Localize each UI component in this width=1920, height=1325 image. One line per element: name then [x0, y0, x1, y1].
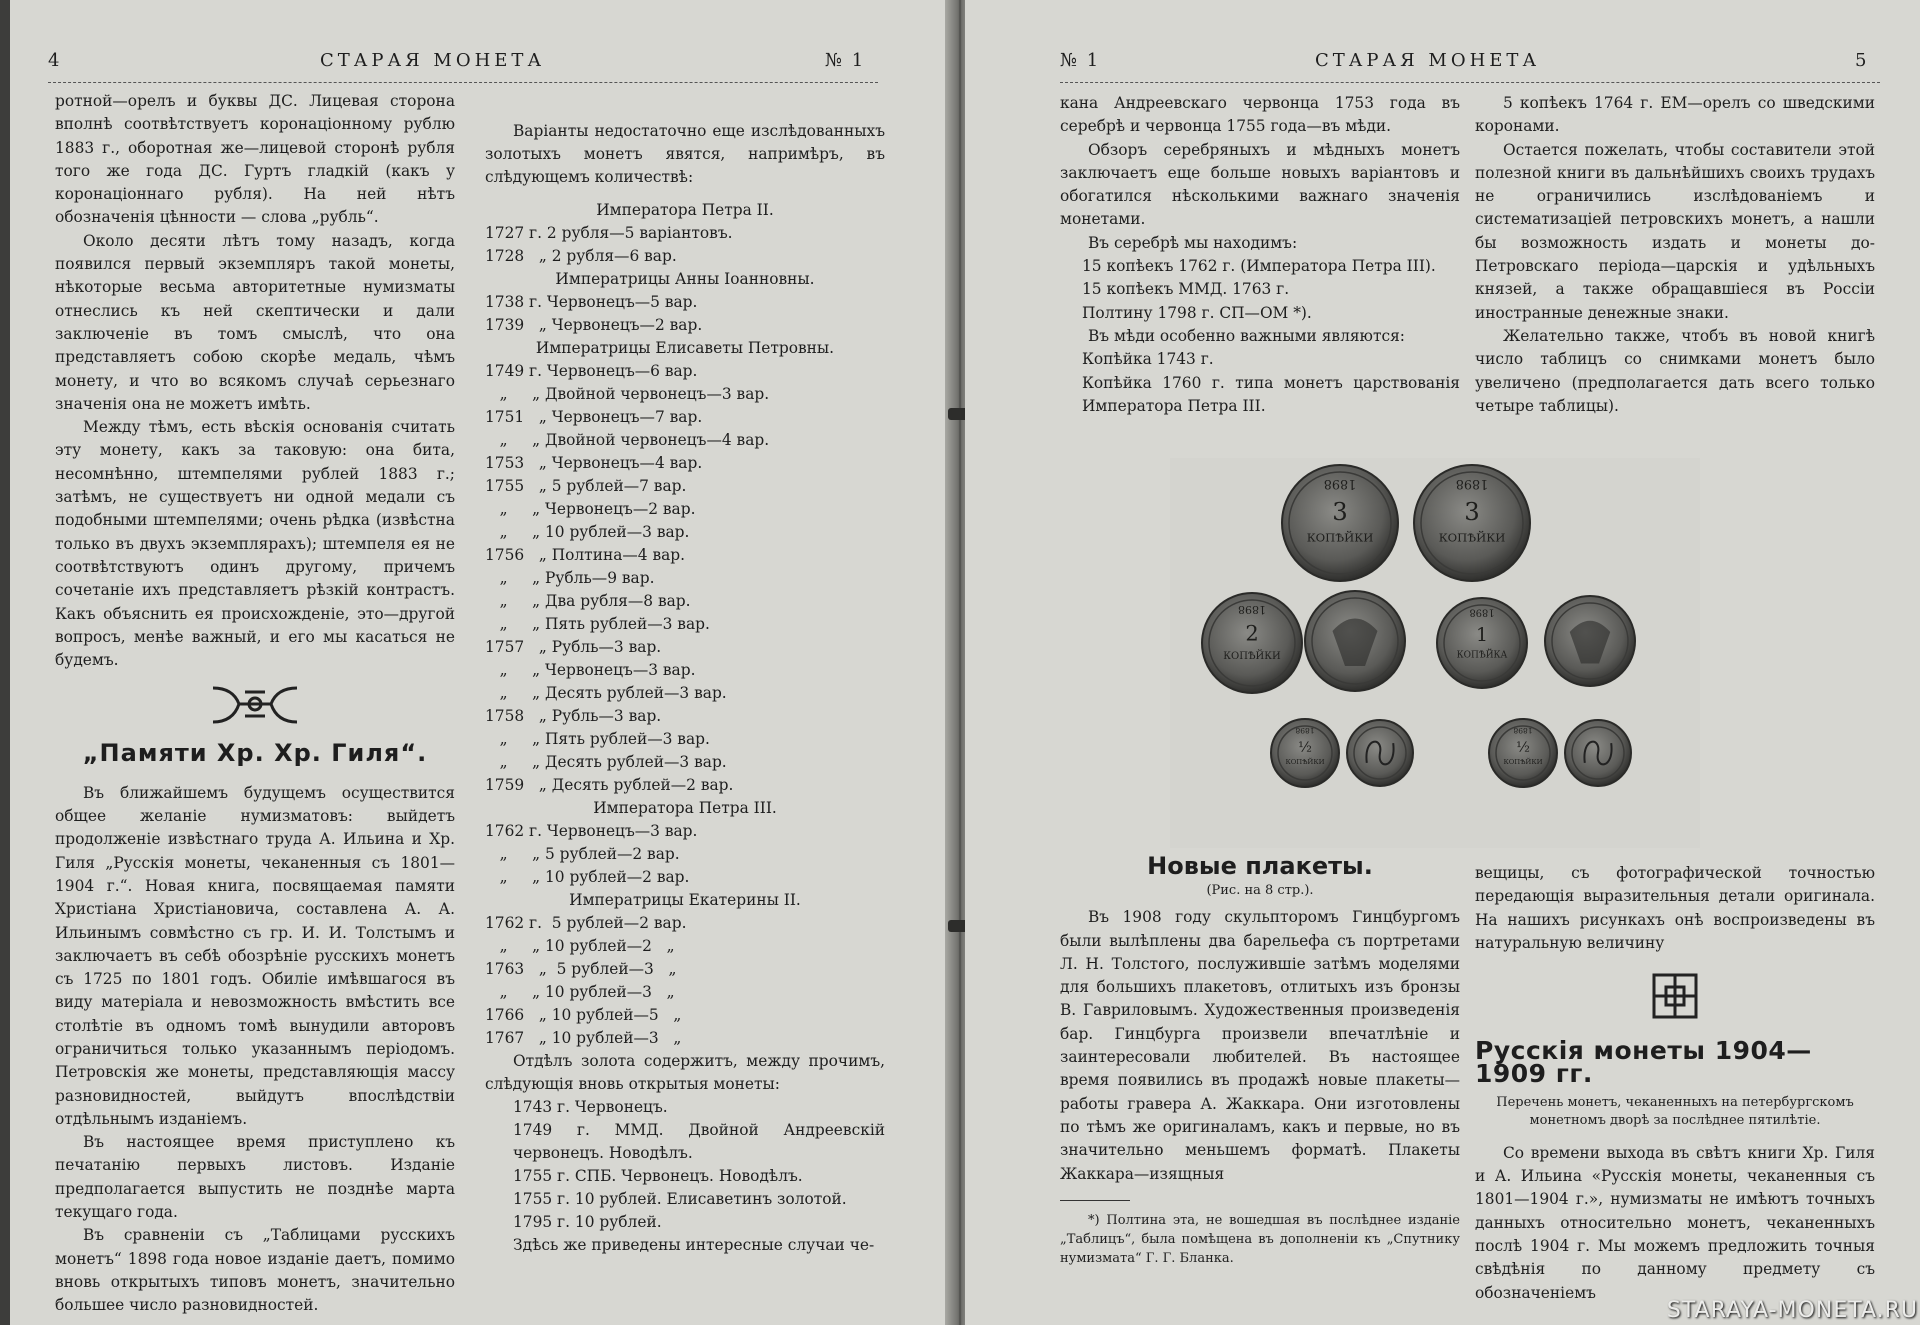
- paragraph: Въ серебрѣ мы находимъ:: [1088, 233, 1298, 252]
- coin-image: [1282, 465, 1398, 581]
- variant-line: „ „ Десять рублей—3 вар.: [485, 753, 727, 771]
- variant-heading: Императрицы Екатерины II.: [569, 891, 801, 909]
- journal-title: СТАРАЯ МОНЕТА: [1315, 50, 1541, 71]
- watermark: STARAYA-MONETA.RU: [1666, 1298, 1918, 1323]
- list-item: Копѣйка 1760 г. типа монетъ царствованія Императора Петра III.: [1082, 373, 1460, 415]
- coin-year: 1898: [1295, 725, 1315, 735]
- variant-heading: Императора Петра III.: [593, 799, 777, 817]
- plaque-section: [1060, 852, 1460, 1268]
- variant-line: 1739 „ Червонецъ—2 вар.: [485, 316, 703, 334]
- footnote-rule: [1060, 1200, 1130, 1201]
- paragraph: Отдѣлъ золота содержитъ, между прочимъ, слѣдующія вновь открытыя монеты:: [485, 1052, 885, 1093]
- variant-line: „ „ Червонецъ—2 вар.: [485, 500, 696, 518]
- coin-word: КОПѢЙКИ: [1223, 651, 1281, 662]
- list-item: 1755 г. СПБ. Червонецъ. Новодѣлъ.: [513, 1167, 803, 1185]
- variant-line: „ „ 10 рублей—3 вар.: [485, 523, 690, 541]
- variant-heading: Императора Петра II.: [596, 201, 774, 219]
- list-item: 15 копѣекъ ММД. 1763 г.: [1082, 280, 1290, 299]
- variant-line: „ „ Двойной червонецъ—4 вар.: [485, 431, 770, 449]
- variant-line: 1749 г. Червонецъ—6 вар.: [485, 362, 698, 380]
- variant-line: „ „ 10 рублей—2 „: [485, 937, 675, 955]
- left-column-2: [485, 120, 885, 1257]
- variant-line: 1727 г. 2 рубля—5 варіантовъ.: [485, 224, 733, 242]
- paragraph: кана Андреевскаго червонца 1753 года въ серебрѣ и червонца 1755 года—въ мѣди.: [1060, 94, 1460, 136]
- paragraph: Остается пожелать, чтобы составители этой полезной книги въ дальнѣйшихъ своихъ трудахъ не ограничились изслѣдованіемъ и систематизаціей петровскихъ монетъ, а нашли бы возможность издать и монеты до-Петровскаго періода—царскія и удѣльныхъ князей, а также обращавшіеся въ Россіи иностранные денежные знаки.: [1475, 140, 1875, 322]
- coin-word: КОПѢЙКА: [1456, 650, 1508, 661]
- variant-line: 1762 г. Червонецъ—3 вар.: [485, 822, 698, 840]
- variant-line: „ „ 10 рублей—3 „: [485, 983, 675, 1001]
- right-column-2: [1475, 92, 1875, 418]
- paragraph: Въ ближайшемъ будущемъ осуществится общее желаніе нумизматовъ: выйдетъ продолженіе извѣстнаго труда А. Ильина и Хр. Гиля „Русскія монеты, чеканенныя съ 1801—1904 г.“. Новая книга, посвящаемая памяти Христіана Христіановича, составлена А. А. Ильинымъ совмѣстно съ гр. И. И. Толстымъ и заключаетъ въ себѣ обозрѣніе русскихъ монетъ съ 1725 по 1801 годъ. Обиліе имѣвшагося въ виду матеріала и невозможность вмѣстить все столѣтіе въ одномъ томѣ вынудили авторовъ ограничиться только указаннымъ періодомъ. Петровскія же монеты, представляющія массу разновидностей, выйдутъ впослѣдствіи отдѣльнымъ изданіемъ.: [55, 783, 455, 1128]
- coin-word: КОПѢЙКИ: [1438, 530, 1506, 545]
- coins-subtitle: Перечень монетъ, чеканенныхъ на петербургскомъ монетномъ дворѣ за послѣднее пятилѣтіе.: [1496, 1094, 1854, 1128]
- journal-title: СТАРАЯ МОНЕТА: [320, 50, 546, 71]
- variants-list: [485, 199, 885, 1050]
- silver-list: [1060, 255, 1460, 325]
- variant-line: „ „ Пять рублей—3 вар.: [485, 730, 710, 748]
- coin-image: [1202, 593, 1302, 693]
- footnote: *) Полтина эта, не вошедшая въ послѣднее изданіе „Таблицъ“, была помѣщена въ дополненіи къ „Спутнику нумизмата“ Г. Г. Бланка.: [1060, 1212, 1460, 1266]
- list-item: Копѣйка 1743 г.: [1082, 350, 1214, 369]
- coin-image: [1414, 465, 1530, 581]
- variant-line: „ „ Десять рублей—3 вар.: [485, 684, 727, 702]
- coin-year: 1898: [1469, 606, 1495, 618]
- paragraph: вещицы, съ фотографической точностью передающія выразительныя детали оригинала. На нашихъ рисункахъ онѣ воспроизведены въ натуральную величину: [1475, 864, 1875, 952]
- list-item: 1755 г. 10 рублей. Елисаветинъ золотой.: [513, 1190, 847, 1208]
- header-rule: [1060, 82, 1880, 83]
- variant-heading: Императрицы Елисаветы Петровны.: [535, 339, 835, 357]
- variant-line: 1762 г. 5 рублей—2 вар.: [485, 914, 687, 932]
- coin-image: [1545, 596, 1635, 686]
- list-item: Полтину 1798 г. СП—ОМ *).: [1082, 303, 1312, 322]
- section-title-plaques: Новые плакеты.: [1147, 852, 1373, 880]
- coin-image: [1565, 720, 1631, 786]
- coin-word: КОПѢЙКИ: [1285, 757, 1325, 766]
- paragraph: Въ мѣди особенно важными являются:: [1088, 326, 1405, 345]
- coin-image: [1437, 598, 1527, 688]
- list-item: 1743 г. Червонецъ.: [513, 1098, 668, 1116]
- variant-line: 1766 „ 10 рублей—5 „: [485, 1006, 682, 1024]
- variant-line: 1728 „ 2 рубля—6 вар.: [485, 247, 677, 265]
- coin-word: КОПѢЙКИ: [1306, 530, 1374, 545]
- coin-denomination: 1: [1475, 623, 1489, 646]
- issue-number: № 1: [825, 50, 866, 71]
- variant-line: „ „ Рубль—9 вар.: [485, 569, 655, 587]
- paragraph: Варіанты недостаточно еще изслѣдованныхъ золотыхъ монетъ явятся, напримѣръ, въ слѣдующемъ количествѣ:: [485, 122, 885, 186]
- variant-line: „ „ Двойной червонецъ—3 вар.: [485, 385, 770, 403]
- variant-line: 1758 „ Рубль—3 вар.: [485, 707, 662, 725]
- list-item: 1749 г. ММД. Двойной Андреевскій червонецъ. Новодѣлъ.: [513, 1121, 885, 1162]
- list-item: 1795 г. 10 рублей.: [513, 1213, 662, 1231]
- section-title-coins: Русскія монеты 1904—1909 гг.: [1475, 1036, 1812, 1089]
- paragraph: 5 копѣекъ 1764 г. ЕМ—орелъ со шведскими коронами.: [1475, 94, 1875, 136]
- header-rule: [48, 82, 878, 83]
- paragraph: Въ настоящее время приступлено къ печатанію первыхъ листовъ. Изданіе предполагается выпустить не позднѣе марта текущаго года.: [55, 1133, 455, 1222]
- coin-year: 1898: [1455, 476, 1489, 492]
- variant-line: „ „ Червонецъ—3 вар.: [485, 661, 696, 679]
- variant-line: 1756 „ Полтина—4 вар.: [485, 546, 686, 564]
- variant-line: 1767 „ 10 рублей—3 „: [485, 1029, 682, 1047]
- variant-heading: Императрицы Анны Іоанновны.: [555, 270, 815, 288]
- variant-line: 1755 „ 5 рублей—7 вар.: [485, 477, 687, 495]
- variant-line: 1738 г. Червонецъ—5 вар.: [485, 293, 698, 311]
- paragraph: ротной—орелъ и буквы ДС. Лицевая сторона вполнѣ соотвѣтствуетъ коронаціонному рублю 1883 г., оборотная же—лицевой сторонѣ рубля того же года ДС. Гуртъ гладкій (какъ у коронаціоннаго рубля). На ней нѣтъ обозначенія цѣнности — слова „рубль“.: [55, 92, 455, 227]
- coin-denomination: 3: [1464, 497, 1480, 527]
- paragraph: Въ 1908 году скульпторомъ Гинцбургомъ были вылѣплены два барельефа съ портретами Л. Н. Толстого, послужившіе затѣмъ моделями для большихъ плакетовъ, отлитыхъ изъ бронзы В. Гавриловымъ. Художественныя произведенія бар. Гинцбурга произвели впечатлѣніе и заинтересовали любителей. Въ настоящее время появились въ продажѣ новые плакеты—работы гравера А. Жаккара. Они изготовлены по тѣмъ же оригиналамъ, какъ и первые, но въ значительно меньшемъ форматѣ. Плакеты Жаккара—изящныя: [1060, 908, 1460, 1183]
- variant-line: „ „ Пять рублей—3 вар.: [485, 615, 710, 633]
- paragraph: Здѣсь же приведены интересные случаи че-: [513, 1236, 875, 1254]
- coin-year: 1898: [1513, 725, 1533, 735]
- section-title-gilya: „Памяти Хр. Хр. Гиля“.: [82, 739, 428, 768]
- right-page: [965, 0, 1920, 1325]
- issue-number: № 1: [1060, 50, 1101, 71]
- coin-image: [1347, 720, 1413, 786]
- paragraph: Обзоръ серебряныхъ и мѣдныхъ монетъ заключаетъ еще больше новыхъ варіантовъ и обогатился нѣсколькими важнаго значенія монетами.: [1060, 140, 1460, 229]
- copper-list: [1060, 348, 1460, 418]
- list-item: 15 копѣекъ 1762 г. (Императора Петра III).: [1082, 257, 1436, 276]
- coin-image: [1489, 719, 1557, 787]
- left-column-1: [55, 90, 455, 1318]
- paragraph: Около десяти лѣтъ тому назадъ, когда появился первый экземпляръ такой монеты, нѣкоторые весьма авторитетные нумизматы отнеслись къ ней скептически и дали заключеніе въ томъ смыслѣ, что она представляетъ собою скорѣе медаль, чѣмъ монету, и что во всякомъ случаѣ серьезнаго значенія она не можетъ имѣть.: [55, 231, 455, 413]
- coin-image: [1271, 719, 1339, 787]
- page-number: 5: [1855, 50, 1871, 71]
- coin-denomination: 2: [1245, 621, 1259, 646]
- coin-denomination: 3: [1332, 497, 1348, 527]
- left-page: [10, 0, 956, 1325]
- plaque-subtitle: (Рис. на 8 стр.).: [1206, 883, 1314, 899]
- variant-line: „ „ 5 рублей—2 вар.: [485, 845, 680, 863]
- coins-section: [1475, 862, 1875, 1305]
- variant-line: „ „ Два рубля—8 вар.: [485, 592, 691, 610]
- coin-denomination: ½: [1516, 739, 1530, 756]
- paragraph: Со времени выхода въ свѣтъ книги Хр. Гиля и А. Ильина «Русскія монеты, чеканенныя съ 1801—1904 г.», нумизматы не имѣютъ точныхъ данныхъ относительно монетъ, чеканенныхъ послѣ 1904 г. Мы можемъ предложить точныя свѣдѣнія по данному предмету съ обозначеніемъ: [1475, 1143, 1875, 1302]
- variant-line: 1753 „ Червонецъ—4 вар.: [485, 454, 703, 472]
- coin-denomination: ½: [1298, 739, 1312, 756]
- variant-line: 1759 „ Десять рублей—2 вар.: [485, 776, 734, 794]
- ornament-icon: [209, 682, 301, 728]
- variant-line: 1763 „ 5 рублей—3 „: [485, 960, 677, 978]
- paragraph: Между тѣмъ, есть вѣскія основанія считать эту монету, какъ за таковую: она бита, несомнѣнно, штемпелями рублей 1883 г.; затѣмъ, не существуетъ ни одной медали съ подобными штемпелями; очень рѣдка (извѣстна только въ двухъ экземплярахъ); штемпеля ея не соотвѣтствуютъ одинъ другому, причемъ сочетаніе ихъ представляетъ рѣзкій контрастъ. Какъ объяснить ея происхожденіе, это—другой вопросъ, менѣе важный, и его мы касаться не будемъ.: [55, 418, 455, 670]
- coin-image: [1305, 591, 1405, 691]
- right-column-1: [1060, 92, 1460, 418]
- coin-year: 1898: [1323, 476, 1357, 492]
- paragraph: Желательно также, чтобъ въ новой книгѣ число таблицъ со снимками монетъ было увеличено (предполагается дать всего только четыре таблицы).: [1475, 326, 1875, 415]
- coin-year: 1898: [1238, 603, 1266, 616]
- paragraph: Въ сравненіи съ „Таблицами русскихъ монетъ“ 1898 года новое изданіе даетъ, помимо вновь открытыхъ типовъ монетъ, значительно большее число разновидностей.: [55, 1226, 455, 1315]
- variant-line: „ „ 10 рублей—2 вар.: [485, 868, 690, 886]
- coin-plate-illustration: [1170, 458, 1700, 848]
- coin-word: КОПѢЙКИ: [1503, 757, 1543, 766]
- page-number: 4: [48, 50, 64, 71]
- gold-list: [485, 1096, 885, 1234]
- variant-line: 1751 „ Червонецъ—7 вар.: [485, 408, 703, 426]
- variant-line: 1757 „ Рубль—3 вар.: [485, 638, 662, 656]
- ornament-icon: [1650, 971, 1700, 1021]
